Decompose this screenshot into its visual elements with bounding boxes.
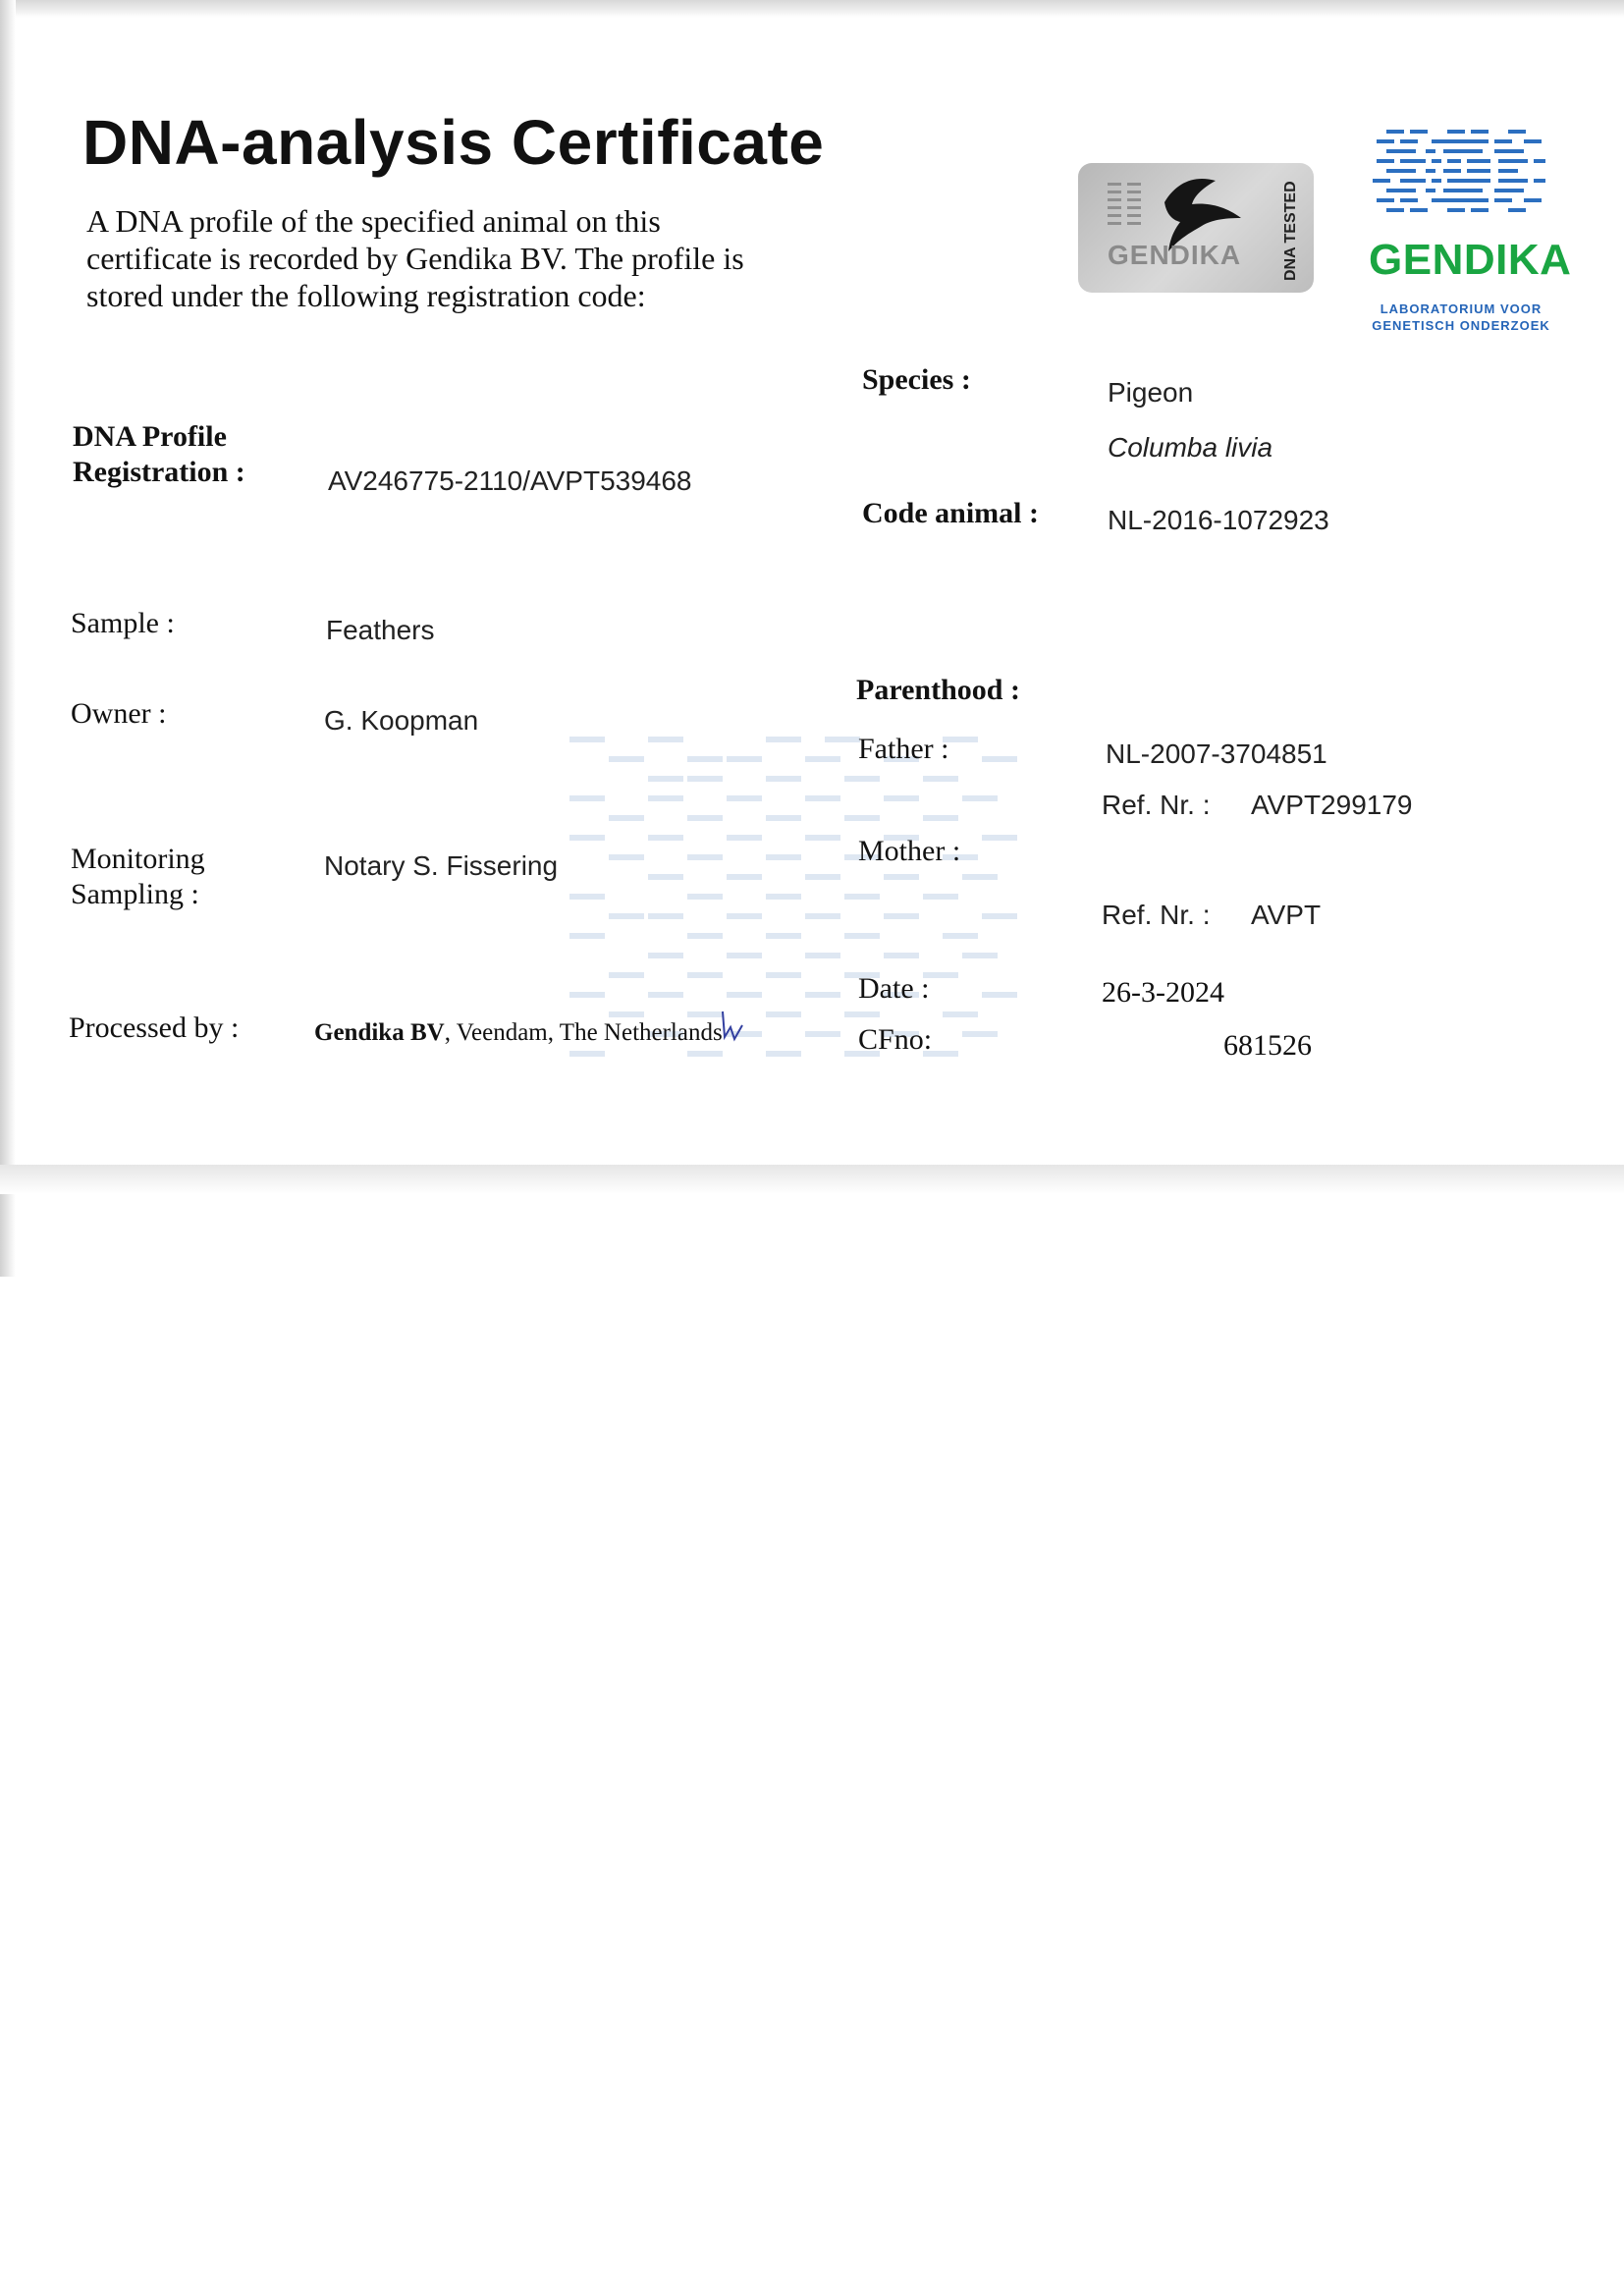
gendika-subtitle: LABORATORIUM VOOR GENETISCH ONDERZOEK [1372, 301, 1550, 333]
certificate-bottom-edge [0, 1165, 1624, 1194]
seal-brand: GENDIKA [1108, 240, 1242, 270]
owner-label: Owner : [71, 697, 167, 730]
code-animal-value: NL-2016-1072923 [1108, 505, 1329, 535]
dna-tested-seal [1078, 163, 1314, 293]
date-label: Date : [858, 972, 930, 1005]
species-common: Pigeon [1108, 377, 1194, 408]
sample-value: Feathers [326, 615, 435, 645]
father-ref-value: AVPT299179 [1251, 790, 1413, 820]
scan-edge-left [0, 0, 16, 1277]
mother-ref-value: AVPT [1251, 900, 1322, 930]
signature-mark [717, 1008, 750, 1047]
cfno-value: 681526 [1223, 1029, 1312, 1062]
father-label: Father : [858, 733, 949, 765]
registration-label-line2: Registration : [73, 456, 245, 488]
gendika-logo-icon [1367, 126, 1553, 224]
mother-ref-label: Ref. Nr. : [1102, 900, 1211, 930]
seal-side-text: DNA TESTED [1282, 181, 1299, 281]
monitoring-value: Notary S. Fissering [324, 850, 559, 881]
father-ref-label: Ref. Nr. : [1102, 790, 1211, 820]
cfno-label: CFno: [858, 1023, 933, 1056]
species-latin: Columba livia [1108, 432, 1273, 463]
date-value: 26-3-2024 [1102, 976, 1224, 1009]
mother-label: Mother : [858, 835, 961, 867]
processed-location: , Veendam, The Netherlands [444, 1019, 723, 1046]
code-animal-label: Code animal : [862, 497, 1039, 529]
registration-value: AV246775-2110/AVPT539468 [328, 465, 692, 496]
monitoring-label-line1: Monitoring [71, 843, 205, 875]
parenthood-label: Parenthood : [856, 674, 1020, 706]
processed-company: Gendika BV [314, 1019, 445, 1046]
certificate-title: DNA-analysis Certificate [82, 107, 825, 178]
species-label: Species : [862, 363, 971, 396]
certificate-intro: A DNA profile of the specified animal on this certificate is recorded by Gendika BV. The profile is stored under the following registration code: [86, 203, 744, 313]
registration-label-line1: DNA Profile [73, 420, 227, 453]
owner-value: G. Koopman [324, 705, 479, 736]
gendika-name: GENDIKA [1369, 236, 1572, 284]
father-value: NL-2007-3704851 [1106, 738, 1327, 769]
processed-label: Processed by : [69, 1011, 240, 1044]
scan-edge-top [0, 0, 1624, 18]
monitoring-label-line2: Sampling : [71, 878, 199, 910]
processed-value [314, 1019, 723, 1047]
sample-label: Sample : [71, 607, 175, 639]
